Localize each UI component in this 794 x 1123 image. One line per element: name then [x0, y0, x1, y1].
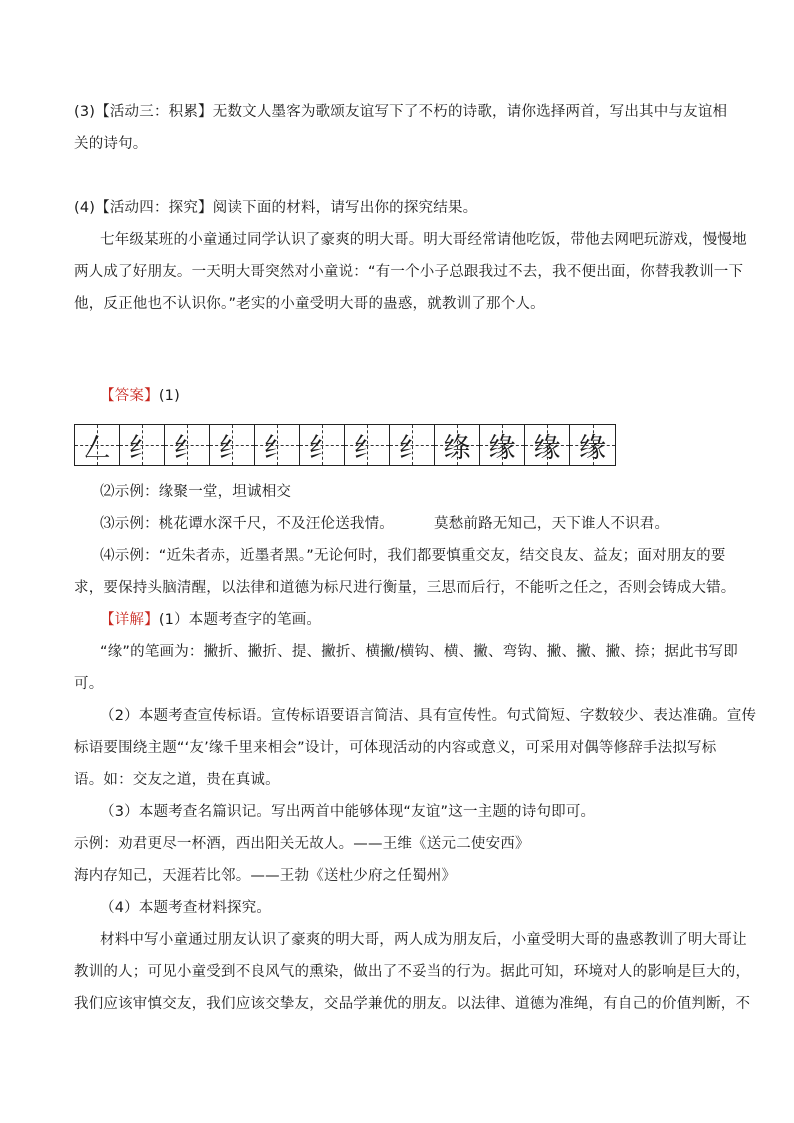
detail-heading	[100, 610, 321, 630]
detail-4-line-1: 材料中写小童通过朋友认识了豪爽的明大哥，两人成为朋友后，小童受明大哥的蛊惑教训了明大哥让	[100, 932, 747, 948]
question-3-line-2: 关的诗句。	[74, 136, 148, 152]
stroke-char: 缘	[533, 432, 561, 464]
detail-4-intro: （4）本题考查材料探究。	[100, 900, 272, 916]
stroke-cell	[210, 425, 255, 465]
detail-2-line-2: 标语要围绕主题“‘友’缘千里来相会”设计，可体现活动的内容或意义，可采用对偶等修辞手法拟写标	[74, 740, 717, 756]
stroke-cell	[480, 425, 525, 465]
stroke-char: 缘	[579, 432, 606, 464]
question-text: 无数文人墨客为歌颂友谊写下了不朽的诗歌，请你选择两首，写出其中与友谊相	[212, 104, 728, 120]
stroke-cell	[345, 425, 390, 465]
stroke-char: 绦	[443, 432, 471, 464]
detail-4-line-2: 教训的人；可见小童受到不良风气的熏染，做出了不妥当的行为。据此可知，环境对人的影响是巨大的，	[74, 964, 751, 980]
stroke-cell	[525, 425, 570, 465]
material-line-3: 他，反正他也不认识你。”老实的小童受明大哥的蛊惑，就教训了那个人。	[74, 296, 545, 312]
detail-3-example-1: 示例：劝君更尽一杯酒，西出阳关无故人。——王维《送元二使安西》	[74, 836, 530, 852]
stroke-cell	[165, 425, 210, 465]
activity-heading: 【活动三：积累】	[95, 104, 213, 120]
answer-label: 【答案】	[100, 388, 159, 404]
detail-4-line-3: 我们应该审慎交友，我们应该交挚友，交品学兼优的朋友。以法律、道德为准绳，有自己的价值判断，不	[74, 996, 751, 1012]
detail-1-intro: (1）本题考查字的笔画。	[158, 612, 322, 628]
answer-4-line-2: 求，要保持头脑清醒，以法律和道德为标尺进行衡量，三思而后行，不能听之任之，否则会铸成大错。	[74, 580, 736, 596]
detail-1-line-2: 可。	[74, 676, 104, 692]
question-number: (4)	[74, 200, 96, 216]
stroke-cell	[435, 425, 480, 465]
question-4-line-1	[74, 198, 477, 218]
answer-heading	[100, 386, 180, 406]
stroke-char: 纟	[218, 432, 246, 464]
activity-heading: 【活动四：探究】	[95, 200, 213, 216]
question-3-line-1	[74, 102, 727, 122]
stroke-cell	[570, 425, 615, 465]
detail-2-line-1: （2）本题考查宣传标语。宣传标语要语言简洁、具有宣传性。句式简短、字数较少、表达准确。宣传	[100, 708, 757, 724]
answer-3-poem-1: ⑶示例：桃花谭水深千尺，不及汪伦送我情。	[100, 516, 394, 532]
stroke-char: 纟	[398, 432, 426, 464]
detail-3-intro: （3）本题考查名篇识记。写出两首中能够体现“友谊”这一主题的诗句即可。	[100, 804, 596, 820]
stroke-char: 纟	[128, 432, 156, 464]
stroke-cell	[390, 425, 435, 465]
material-line-1: 七年级某班的小童通过同学认识了豪爽的明大哥。明大哥经常请他吃饭，带他去网吧玩游戏，慢慢地	[100, 232, 747, 248]
detail-1-line-1: “缘”的笔画为：撇折、撇折、提、撇折、横撇/横钩、横、撇、弯钩、撇、撇、撇、捺；据此书写即	[100, 644, 738, 660]
stroke-char: 纟	[308, 432, 336, 464]
stroke-char: 𠃋	[83, 432, 111, 464]
question-number: (3)	[74, 104, 96, 120]
question-text: 阅读下面的材料，请写出你的探究结果。	[212, 200, 478, 216]
detail-2-line-3: 语。如：交友之道，贵在真诚。	[74, 772, 280, 788]
stroke-order-grid	[74, 424, 616, 466]
stroke-cell	[75, 425, 120, 465]
detail-3-example-2: 海内存知己，天涯若比邻。——王勃《送杜少府之任蜀州》	[74, 868, 457, 884]
answer-3	[100, 514, 669, 534]
detail-label: 【详解】	[100, 612, 159, 628]
stroke-char: 纟	[173, 432, 201, 464]
answer-2: ⑵示例：缘聚一堂，坦诚相交	[100, 484, 292, 500]
answer-4-line-1: ⑷示例：“近朱者赤，近墨者黑。”无论何时，我们都要慎重交友，结交良友、益友；面对朋友的要	[100, 548, 726, 564]
answer-part-1: (1)	[158, 388, 180, 404]
stroke-char: 纟	[263, 432, 291, 464]
stroke-cell	[255, 425, 300, 465]
material-line-2: 两人成了好朋友。一天明大哥突然对小童说：“有一个小子总跟我过不去，我不便出面，你替我教训一下	[74, 264, 744, 280]
stroke-char: 缘	[488, 432, 516, 464]
answer-3-poem-2: 莫愁前路无知己，天下谁人不识君。	[434, 516, 670, 532]
stroke-cell	[300, 425, 345, 465]
stroke-char: 纟	[353, 432, 381, 464]
stroke-cell	[120, 425, 165, 465]
